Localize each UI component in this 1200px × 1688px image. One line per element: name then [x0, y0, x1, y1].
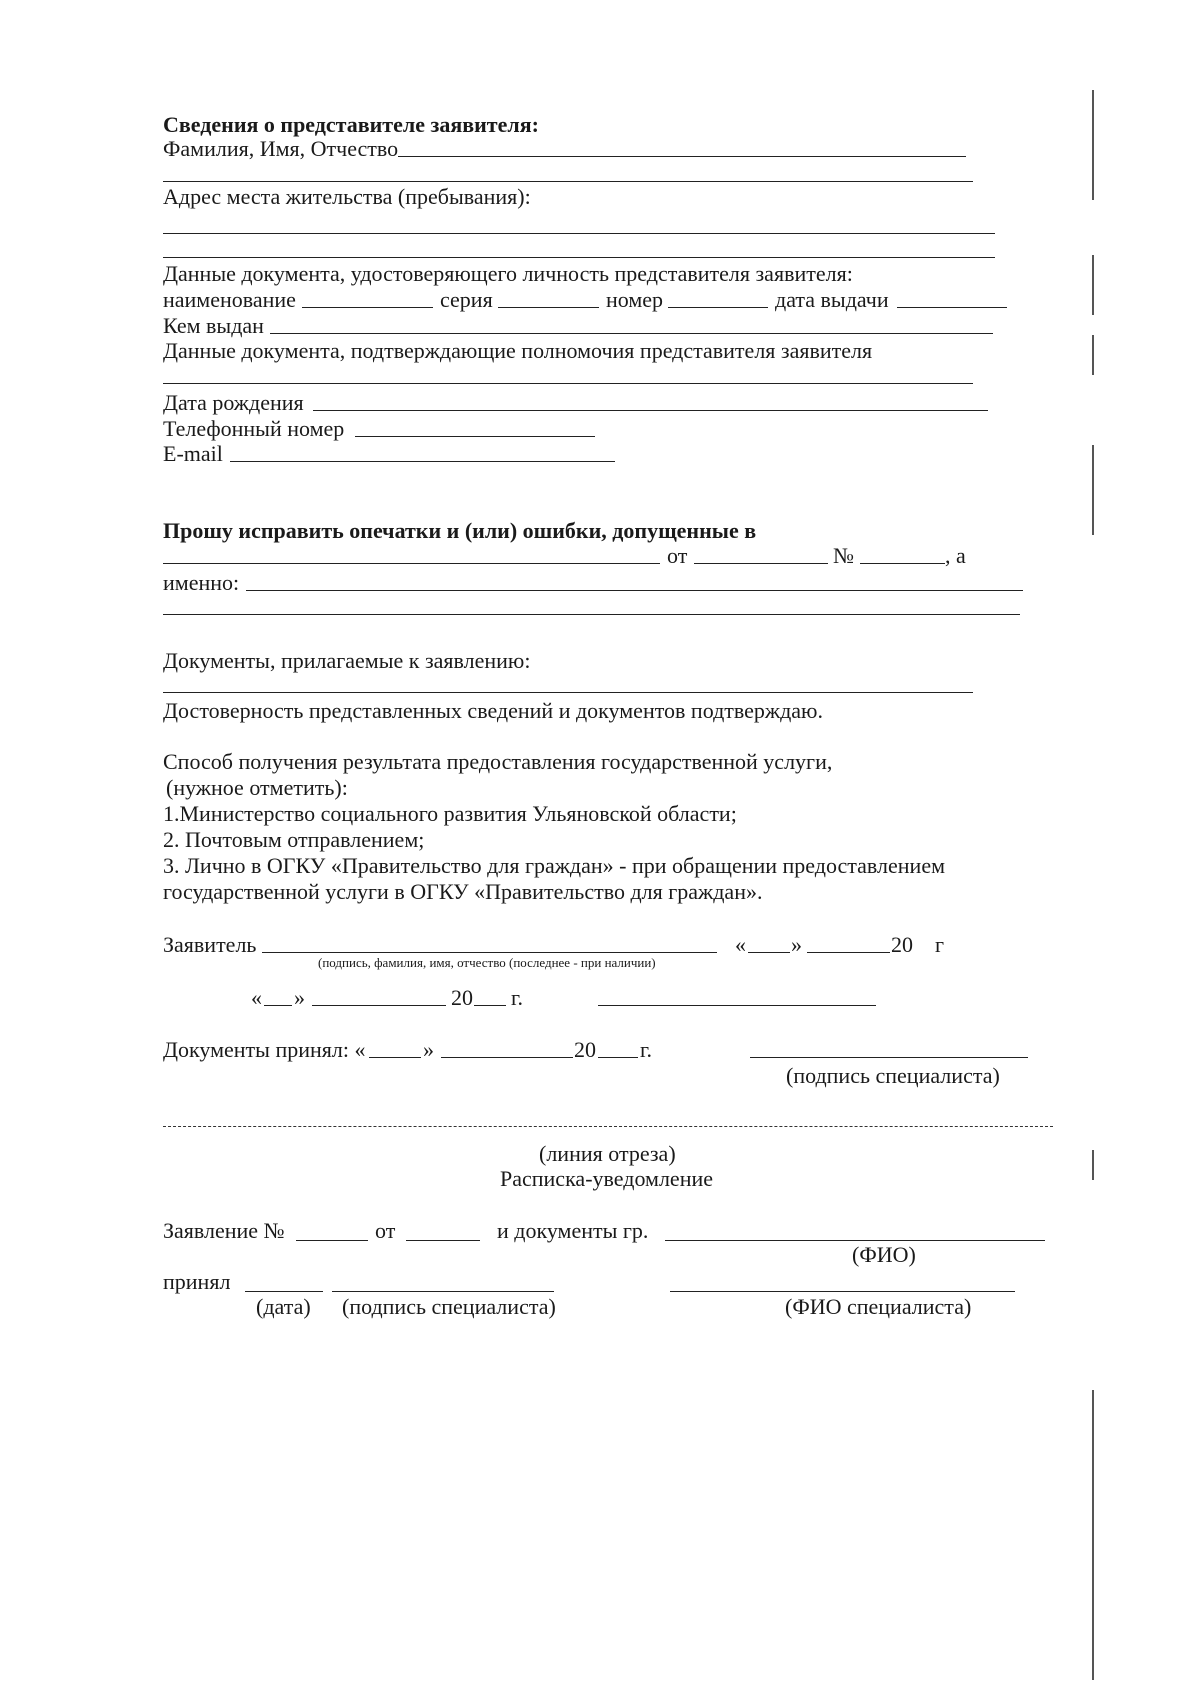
cut-line-label: (линия отреза) — [539, 1141, 676, 1166]
request-and-label: , а — [945, 543, 966, 568]
address-label: Адрес места жительства (пребывания): — [163, 184, 531, 209]
scan-edge-mark — [1092, 335, 1094, 375]
receipt-date-hint: (дата) — [256, 1294, 311, 1319]
request-from-label: от — [667, 543, 688, 568]
id-doc-title: Данные документа, удостоверяющего личность представителя заявителя: — [163, 261, 853, 286]
accepted-quote-close: » — [423, 1037, 434, 1062]
receipt-specialist-fio-field[interactable] — [670, 1291, 1015, 1292]
phone-label: Телефонный номер — [163, 416, 345, 441]
fio-field-line2[interactable] — [163, 181, 973, 182]
request-number-sign: № — [833, 543, 854, 568]
accepted-signature-field[interactable] — [750, 1057, 1028, 1058]
confirm-text: Достоверность представленных сведений и документов подтверждаю. — [163, 698, 823, 723]
receipt-fio-field[interactable] — [665, 1240, 1045, 1241]
accepted-day-field[interactable] — [369, 1057, 421, 1058]
email-field[interactable] — [230, 461, 615, 462]
request-doc-field[interactable] — [163, 563, 660, 564]
method-option-1[interactable]: 1.Министерство социального развития Ульяновской области; — [163, 801, 737, 826]
date-quote-close: » — [294, 985, 305, 1010]
accepted-signature-hint: (подпись специалиста) — [786, 1063, 1000, 1088]
date-quote-open: « — [251, 985, 262, 1010]
date-year-suffix: г. — [511, 985, 524, 1010]
scan-edge-mark — [1092, 90, 1094, 200]
scan-edge-mark — [1092, 445, 1094, 535]
issued-by-label: Кем выдан — [163, 313, 264, 338]
accepted-month-field[interactable] — [441, 1057, 573, 1058]
email-label: E-mail — [163, 441, 223, 466]
request-number-field[interactable] — [860, 563, 945, 564]
doc-name-label: наименование — [163, 287, 296, 312]
applicant-quote-close: » — [791, 932, 802, 957]
method-option-3[interactable]: 3. Лично в ОГКУ «Правительство для граждан» - при обращении предоставлением — [163, 853, 945, 878]
scan-edge-mark — [1092, 1390, 1094, 1680]
series-label: серия — [440, 287, 493, 312]
applicant-signature-field[interactable] — [262, 952, 717, 953]
receipt-app-number-field[interactable] — [296, 1240, 368, 1241]
applicant-year-suffix: г — [935, 932, 945, 957]
address-field-line2[interactable] — [163, 257, 995, 258]
accepted-label: Документы принял: « — [163, 1037, 366, 1062]
applicant-year-prefix: 20 — [891, 932, 913, 957]
receipt-fio-hint: (ФИО) — [852, 1242, 916, 1267]
date-year-field[interactable] — [474, 1005, 506, 1006]
date-signature-field[interactable] — [598, 1005, 876, 1006]
receipt-sign-hint: (подпись специалиста) — [342, 1294, 556, 1319]
applicant-quote-open: « — [735, 932, 746, 957]
authority-doc-label: Данные документа, подтверждающие полномочия представителя заявителя — [163, 338, 873, 363]
accepted-year-field[interactable] — [598, 1057, 638, 1058]
date-month-field[interactable] — [312, 1005, 446, 1006]
receipt-accepted-date-field[interactable] — [245, 1291, 323, 1292]
applicant-month-field[interactable] — [807, 952, 890, 953]
scan-edge-mark — [1092, 255, 1094, 315]
birth-date-field[interactable] — [313, 410, 988, 411]
series-field[interactable] — [498, 307, 599, 308]
receipt-title: Расписка-уведомление — [500, 1166, 714, 1191]
phone-field[interactable] — [355, 436, 595, 437]
attachments-field[interactable] — [163, 692, 973, 693]
receipt-docs-label: и документы гр. — [497, 1218, 649, 1243]
number-label: номер — [606, 287, 664, 312]
fio-label: Фамилия, Имя, Отчество — [163, 136, 399, 161]
namely-label: именно: — [163, 570, 240, 595]
date-year-prefix: 20 — [451, 985, 473, 1010]
request-heading: Прошу исправить опечатки и (или) ошибки, допущенные в — [163, 518, 757, 543]
cut-line — [163, 1126, 1053, 1127]
receipt-accepted-label: принял — [163, 1269, 231, 1294]
method-option-2[interactable]: 2. Почтовым отправлением; — [163, 827, 425, 852]
fio-field[interactable] — [398, 156, 966, 157]
namely-field-line2[interactable] — [163, 614, 1020, 615]
issue-date-field[interactable] — [897, 307, 1007, 308]
receipt-specialist-fio-hint: (ФИО специалиста) — [785, 1294, 972, 1319]
applicant-day-field[interactable] — [748, 952, 790, 953]
receipt-date-field[interactable] — [406, 1240, 480, 1241]
number-field[interactable] — [668, 307, 768, 308]
receipt-app-label: Заявление № — [163, 1218, 285, 1243]
method-note: (нужное отметить): — [166, 775, 348, 800]
method-title: Способ получения результата предоставления государственной услуги, — [163, 749, 833, 774]
authority-doc-field[interactable] — [163, 383, 973, 384]
receipt-accepted-signature-field[interactable] — [332, 1291, 554, 1292]
accepted-year-suffix: г. — [640, 1037, 653, 1062]
namely-field[interactable] — [246, 590, 1023, 591]
birth-date-label: Дата рождения — [163, 390, 304, 415]
applicant-signature-hint: (подпись, фамилия, имя, отчество (последнее - при наличии) — [318, 955, 656, 970]
attachments-label: Документы, прилагаемые к заявлению: — [163, 648, 531, 673]
accepted-year-prefix: 20 — [574, 1037, 596, 1062]
issue-date-label: дата выдачи — [775, 287, 889, 312]
address-field[interactable] — [163, 233, 995, 234]
doc-name-field[interactable] — [302, 307, 433, 308]
method-option-3-cont: государственной услуги в ОГКУ «Правительство для граждан». — [163, 879, 763, 904]
request-date-field[interactable] — [694, 563, 828, 564]
issued-by-field[interactable] — [270, 333, 993, 334]
scan-edge-mark — [1092, 1150, 1094, 1180]
date-day-field[interactable] — [264, 1005, 292, 1006]
applicant-label: Заявитель — [163, 932, 257, 957]
receipt-from-label: от — [375, 1218, 396, 1243]
rep-heading: Сведения о представителе заявителя: — [163, 112, 539, 137]
